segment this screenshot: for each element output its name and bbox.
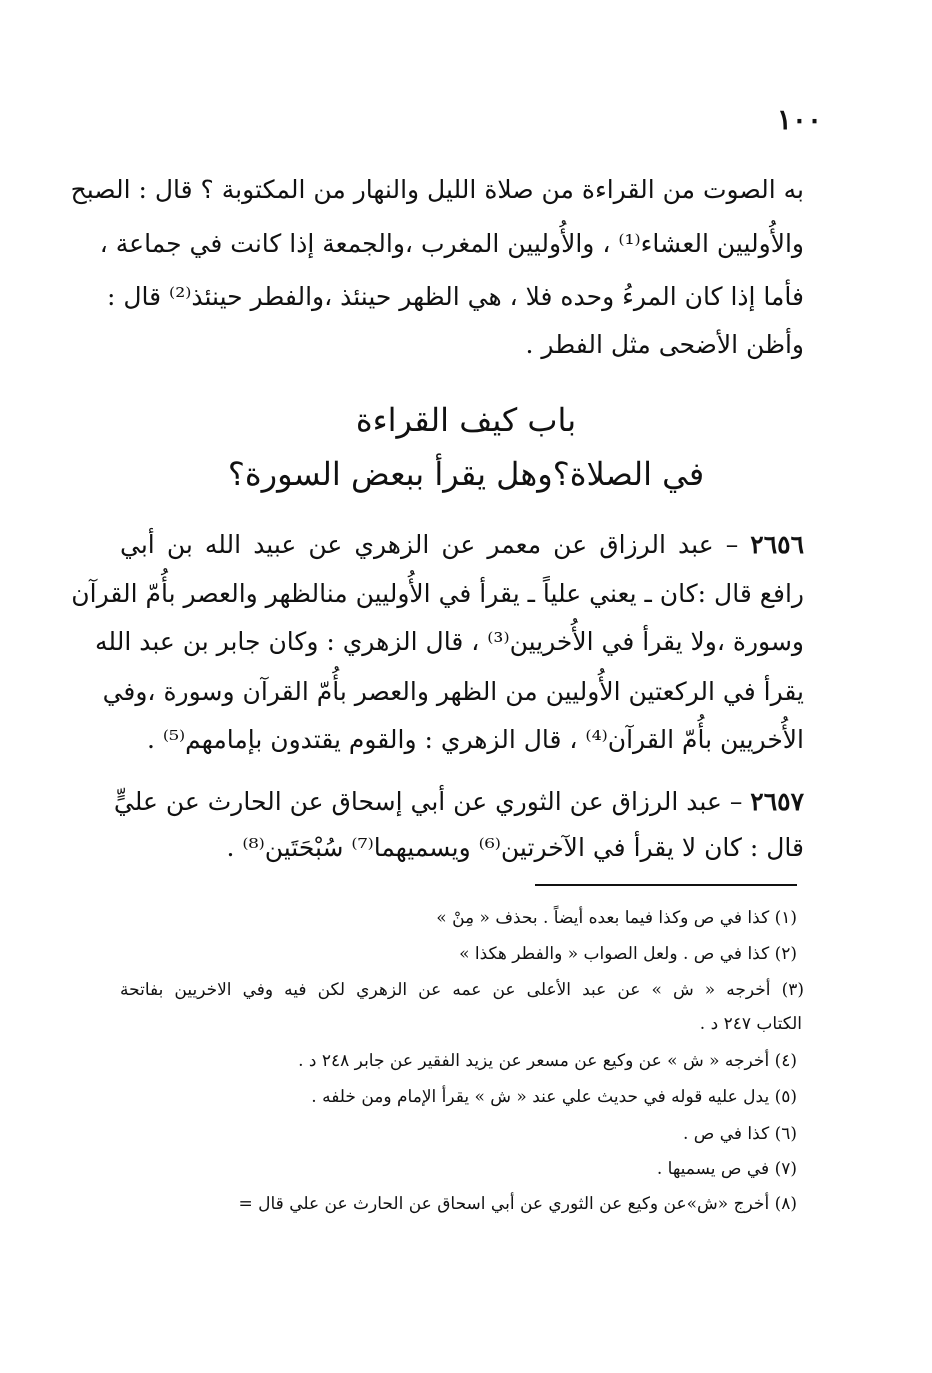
paragraph-line: به الصوت من القراءة من صلاة الليل والنهار من المكتوبة ؟ قال : الصبح (70, 175, 804, 204)
hadith-2657-line: قال : كان لا يقرأ في الآخرتين⁽⁶⁾ ويسميهما⁽⁷⁾ سُبْحَتَين⁽⁸⁾ . (226, 833, 804, 862)
hadith-2656-line: يقرأ في الركعتين الأُوليين من الظهر والعصر بأُمّ القرآن وسورة ،وفي (102, 677, 804, 706)
footnote: (٢) كذا في ص . ولعل الصواب « والفطر هكذا » (459, 944, 797, 964)
footnote: (٦) كذا في ص . (682, 1124, 797, 1144)
hadith-2656-line: رافع قال :كان ـ يعني علياً ـ يقرأ في الأُوليين منالظهر والعصر بأُمّ القرآن (71, 579, 804, 608)
hadith-2656-line: الأُخريين بأُمّ القرآن⁽⁴⁾ ، قال الزهري : والقوم يقتدون بإمامهم⁽⁵⁾ . (146, 725, 804, 754)
hadith-2656-line: وسورة ،ولا يقرأ في الأُخريين⁽³⁾ ، قال الزهري : وكان جابر بن عبد الله (95, 627, 804, 656)
hadith-text: – عبد الرزاق عن معمر عن الزهري عن عبيد الله بن أبي (120, 530, 739, 559)
footnote: (١) كذا في ص وكذا فيما بعده أيضاً . بحذف « مِنْ » (436, 908, 797, 928)
footnote: (٣) أخرجه « ش » عن عبد الأعلى عن عمه عن الزهري لكن فيه وفي الاخريين بفاتحة (120, 980, 804, 1000)
footnote: (٨) أخرج «ش»عن وكيع عن الثوري عن أبي اسحاق عن الحارث عن علي قال = (238, 1194, 797, 1214)
paragraph-line: فأما إذا كان المرءُ وحده فلا ، هي الظهر حينئذ ،والفطر حينئذ⁽²⁾ قال : (107, 282, 804, 311)
hadith-2656-line (120, 527, 804, 563)
footnote: (٥) يدل عليه قوله في حديث علي عند « ش » يقرأ الإمام ومن خلفه . (311, 1087, 797, 1107)
paragraph-line: وأظن الأضحى مثل الفطر . (525, 330, 804, 359)
hadith-2657-line (113, 784, 804, 820)
footnote: (٧) في ص يسميها . (656, 1159, 797, 1179)
footnote: (٤) أخرجه « ش » عن وكيع عن مسعر عن يزيد الفقير عن جابر ٢٤٨ د . (298, 1051, 797, 1071)
hadith-text: – عبد الرزاق عن الثوري عن أبي إسحاق عن الحارث عن عليٍّ (113, 787, 743, 816)
footnote-separator (535, 884, 797, 886)
hadith-number: ٢٦٥٧ (750, 787, 804, 816)
page-number: ١٠٠ (776, 103, 822, 136)
footnote-continuation: الكتاب ٢٤٧ د . (699, 1014, 802, 1034)
chapter-heading-line-2: في الصلاة؟وهل يقرأ ببعض السورة؟ (227, 455, 705, 493)
hadith-number: ٢٦٥٦ (750, 530, 804, 559)
chapter-heading-line-1: باب كيف القراءة (355, 401, 577, 439)
paragraph-line: والأُوليين العشاء⁽¹⁾ ، والأُوليين المغرب ،والجمعة إذا كانت في جماعة ، (99, 229, 804, 258)
